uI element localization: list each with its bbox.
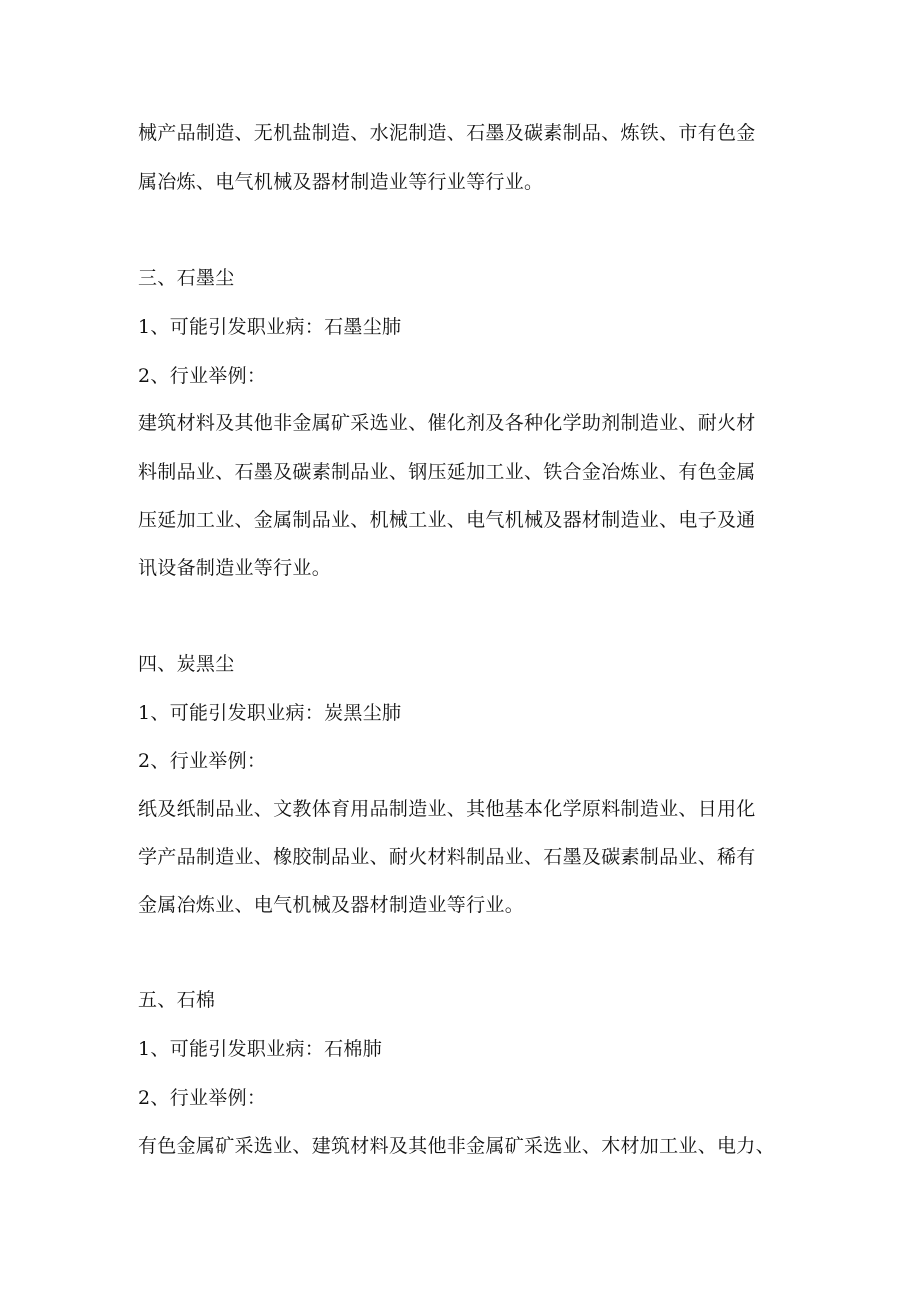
section-disease-asbestos: 1、可能引发职业病：石棉肺 — [138, 1038, 382, 1060]
section-examples-label-asbestos: 2、行业举例： — [138, 1087, 267, 1109]
section-body-line: 压延加工业、金属制品业、机械工业、电气机械及器材制造业、电子及通 — [138, 509, 756, 531]
section-heading-asbestos: 五、石棉 — [138, 989, 216, 1011]
section-body-line: 纸及纸制品业、文教体育用品制造业、其他基本化学原料制造业、日用化 — [138, 798, 756, 820]
section-body-line: 建筑材料及其他非金属矿采选业、催化剂及各种化学助剂制造业、耐火材 — [138, 412, 756, 434]
section-body-line: 金属冶炼业、电气机械及器材制造业等行业。 — [138, 894, 525, 916]
section-body-line: 有色金属矿采选业、建筑材料及其他非金属矿采选业、木材加工业、电力、 — [138, 1135, 775, 1157]
section-body-line: 料制品业、石墨及碳素制品业、钢压延加工业、铁合金冶炼业、有色金属 — [138, 461, 756, 483]
intro-line-1: 械产品制造、无机盐制造、水泥制造、石墨及碳素制品、炼铁、市有色金 — [138, 122, 756, 144]
section-body-line: 讯设备制造业等行业。 — [138, 557, 332, 579]
section-examples-label-graphite-dust: 2、行业举例： — [138, 365, 267, 387]
section-disease-graphite-dust: 1、可能引发职业病：石墨尘肺 — [138, 316, 402, 338]
section-heading-graphite-dust: 三、石墨尘 — [138, 267, 235, 289]
section-heading-carbon-black-dust: 四、炭黑尘 — [138, 653, 235, 675]
section-body-line: 学产品制造业、橡胶制品业、耐火材料制品业、石墨及碳素制品业、稀有 — [138, 846, 756, 868]
section-disease-carbon-black-dust: 1、可能引发职业病：炭黑尘肺 — [138, 702, 402, 724]
intro-line-2: 属冶炼、电气机械及器材制造业等行业等行业。 — [138, 171, 544, 193]
section-examples-label-carbon-black-dust: 2、行业举例： — [138, 750, 267, 772]
